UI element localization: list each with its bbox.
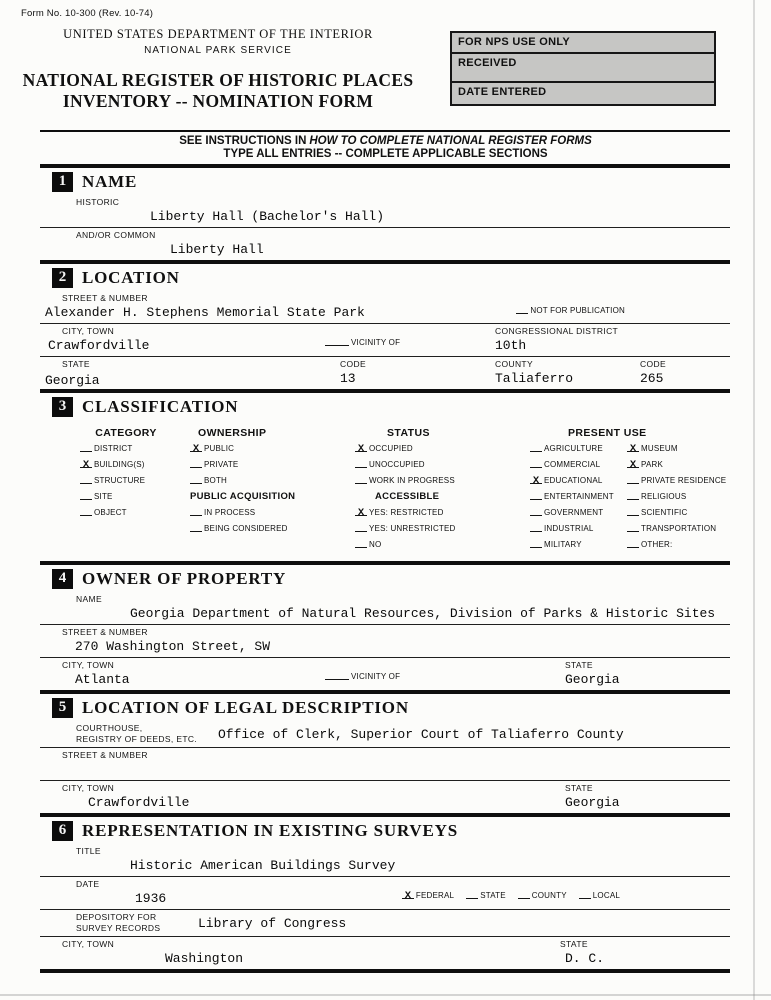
survey-date-field (40, 877, 730, 909)
depository-label-line2: SURVEY RECORDS (76, 923, 161, 933)
survey-city-label: CITY, TOWN (62, 939, 115, 949)
checkbox-public: X PUBLIC (190, 441, 355, 457)
survey-city-field (40, 937, 730, 969)
check-line (518, 888, 530, 899)
state-code-value: 13 (340, 371, 356, 386)
courthouse-label-line2: REGISTRY OF DEEDS, ETC. (76, 734, 198, 744)
instructions-line1: SEE INSTRUCTIONS IN HOW TO COMPLETE NATIONAL REGISTER FORMS (179, 135, 592, 147)
survey-state-label: STATE (560, 939, 588, 949)
checkbox-no: NO (355, 537, 530, 553)
present-use-header: PRESENT USE (568, 427, 647, 439)
check-line (466, 888, 478, 899)
checkbox-entertainment: ENTERTAINMENT (530, 489, 627, 505)
street-field (40, 291, 730, 323)
checkbox-government: GOVERNMENT (530, 505, 627, 521)
congressional-district-label: CONGRESSIONAL DISTRICT (495, 326, 619, 336)
check-line (530, 489, 542, 500)
section-2-title: LOCATION (82, 267, 180, 287)
scan-artifact-right (753, 0, 755, 1000)
check-line (627, 521, 639, 532)
checkbox-scientific: SCIENTIFIC (627, 505, 730, 521)
survey-city-value: Washington (165, 951, 244, 966)
checkbox-private: PRIVATE (190, 457, 355, 473)
ownership-header: OWNERSHIP (198, 427, 267, 439)
owner-name-field (40, 592, 730, 624)
city-value: Crawfordville (48, 338, 150, 353)
section-1-title: NAME (82, 171, 138, 191)
check-line (627, 489, 639, 500)
nps-box-header: FOR NPS USE ONLY (452, 33, 714, 54)
check-line (530, 441, 542, 452)
owner-name-value: Georgia Department of Natural Resources, Division of Parks & Historic Sites (130, 606, 716, 621)
check-line (627, 473, 639, 484)
section-4-number: 4 (52, 569, 73, 589)
park-service-title: NATIONAL PARK SERVICE (144, 45, 292, 56)
bottom-bar (40, 969, 730, 973)
legal-street-value (40, 761, 730, 778)
checkbox-federal: X FEDERAL (402, 888, 454, 904)
legal-street-field (40, 748, 730, 780)
check-line: X (355, 441, 367, 452)
check-line (190, 521, 202, 532)
historic-label: HISTORIC (76, 197, 120, 207)
depository-field (40, 910, 730, 936)
check-line (530, 457, 542, 468)
checkbox-museum: X MUSEUM (627, 441, 730, 457)
city-label: CITY, TOWN (62, 326, 115, 336)
instructions (0, 132, 771, 164)
received-label: RECEIVED (452, 54, 714, 83)
legal-street-label: STREET & NUMBER (62, 750, 148, 760)
legal-city-field (40, 781, 730, 813)
check-line (627, 505, 639, 516)
check-line: X (80, 457, 92, 468)
section-2-number: 2 (52, 268, 73, 288)
check-line (80, 489, 92, 500)
section-6-number: 6 (52, 821, 73, 841)
form-title-line2: INVENTORY -- NOMINATION FORM (62, 91, 374, 111)
common-name-field (40, 228, 730, 260)
county-label: COUNTY (495, 359, 533, 369)
checkbox-state: STATE (466, 888, 506, 904)
checkbox-district: DISTRICT (80, 441, 190, 457)
state-code-label: CODE (340, 359, 366, 369)
public-acquisition-header: PUBLIC ACQUISITION (190, 491, 296, 502)
owner-city-value: Atlanta (75, 672, 130, 687)
courthouse-value: Office of Clerk, Superior Court of Taliaferro County (218, 726, 624, 742)
common-name-label: AND/OR COMMON (76, 230, 156, 240)
checkbox-local: LOCAL (579, 888, 620, 904)
checkbox-structure: STRUCTURE (80, 473, 190, 489)
survey-title-label: TITLE (76, 846, 101, 856)
check-line (355, 537, 367, 548)
owner-street-value: 270 Washington Street, SW (75, 639, 271, 654)
present-use-col1 (530, 441, 627, 553)
checkbox-commercial: COMMERCIAL (530, 457, 627, 473)
section-5-title: LOCATION OF LEGAL DESCRIPTION (82, 697, 409, 717)
check-line (530, 537, 542, 548)
section-6-title: REPRESENTATION IN EXISTING SURVEYS (82, 820, 458, 840)
checkbox-site: SITE (80, 489, 190, 505)
checkbox-in-process: IN PROCESS (190, 505, 355, 521)
check-line (530, 505, 542, 516)
courthouse-label-line1: COURTHOUSE, (76, 723, 143, 733)
instructions-line2: TYPE ALL ENTRIES -- COMPLETE APPLICABLE SECTIONS (223, 148, 548, 160)
department-title: UNITED STATES DEPARTMENT OF THE INTERIOR (63, 27, 373, 41)
checkbox-educational: X EDUCATIONAL (530, 473, 627, 489)
checkbox-occupied: X OCCUPIED (355, 441, 530, 457)
scan-artifact-bottom (0, 994, 771, 996)
check-line (325, 335, 349, 346)
owner-state-label: STATE (565, 660, 593, 670)
state-county-row (40, 357, 730, 389)
checkbox-religious: RELIGIOUS (627, 489, 730, 505)
category-column (80, 425, 190, 553)
section-3-header (40, 393, 730, 420)
check-line: X (627, 457, 639, 468)
legal-state-value: Georgia (565, 795, 620, 810)
present-use-column (530, 425, 730, 553)
checkbox-industrial: INDUSTRIAL (530, 521, 627, 537)
survey-title-field (40, 844, 730, 876)
check-line (80, 473, 92, 484)
owner-vicinity-check: VICINITY OF (325, 669, 400, 688)
checkbox-military: MILITARY (530, 537, 627, 553)
state-value: Georgia (45, 373, 100, 388)
check-line (530, 521, 542, 532)
check-line: X (530, 473, 542, 484)
agency-heading (0, 21, 436, 112)
form-number: Form No. 10-300 (Rev. 10-74) (21, 8, 154, 19)
checkbox-transportation: TRANSPORTATION (627, 521, 730, 537)
legal-city-label: CITY, TOWN (62, 783, 115, 793)
section-3-number: 3 (52, 397, 73, 417)
check-line (627, 537, 639, 548)
county-code-value: 265 (640, 371, 664, 386)
survey-date-label: DATE (76, 879, 100, 889)
city-field (40, 324, 730, 356)
courthouse-field (40, 721, 730, 747)
congressional-district-value: 10th (495, 338, 527, 353)
survey-date-value: 1936 (135, 891, 167, 906)
check-line (516, 303, 528, 314)
ownership-column (190, 425, 355, 553)
nps-use-only-box (450, 31, 716, 106)
owner-city-label: CITY, TOWN (62, 660, 115, 670)
street-label: STREET & NUMBER (62, 293, 148, 303)
survey-title-value: Historic American Buildings Survey (130, 858, 396, 873)
check-line: X (355, 505, 367, 516)
section-4-header (40, 565, 730, 592)
checkbox-being-considered: BEING CONSIDERED (190, 521, 355, 537)
county-code-label: CODE (640, 359, 666, 369)
depository-label-line1: DEPOSITORY FOR (76, 912, 157, 922)
depository-value: Library of Congress (198, 915, 347, 931)
checkbox-agriculture: AGRICULTURE (530, 441, 627, 457)
present-use-col2 (627, 441, 730, 553)
street-value: Alexander H. Stephens Memorial State Park (45, 305, 365, 320)
survey-level-checks (402, 888, 730, 907)
check-line (355, 457, 367, 468)
section-6-header (40, 817, 730, 844)
section-5-number: 5 (52, 698, 73, 718)
check-line (579, 888, 591, 899)
check-line (325, 669, 349, 680)
checkbox-county: COUNTY (518, 888, 567, 904)
not-for-publication-check: NOT FOR PUBLICATION (516, 303, 730, 321)
checkbox-buildings: X BUILDING(S) (80, 457, 190, 473)
instructions-manual-title: HOW TO COMPLETE NATIONAL REGISTER FORMS (309, 135, 592, 147)
check-line (190, 473, 202, 484)
check-line (80, 505, 92, 516)
section-4-title: OWNER OF PROPERTY (82, 568, 287, 588)
owner-street-label: STREET & NUMBER (62, 627, 148, 637)
checkbox-yes-restricted: X YES: RESTRICTED (355, 505, 530, 521)
page-header (0, 21, 771, 112)
checkbox-private-residence: PRIVATE RESIDENCE (627, 473, 730, 489)
historic-value: Liberty Hall (Bachelor's Hall) (150, 209, 385, 224)
section-3-title: CLASSIFICATION (82, 396, 239, 416)
survey-state-value: D. C. (565, 951, 605, 966)
check-line (355, 473, 367, 484)
common-name-value: Liberty Hall (170, 242, 264, 257)
section-2-header (40, 264, 730, 291)
owner-street-field (40, 625, 730, 657)
checkbox-work-in-progress: WORK IN PROGRESS (355, 473, 530, 489)
form-title-line1: NATIONAL REGISTER OF HISTORIC PLACES (22, 70, 414, 90)
historic-name-field (40, 195, 730, 227)
checkbox-unoccupied: UNOCCUPIED (355, 457, 530, 473)
check-line: X (627, 441, 639, 452)
check-line: X (190, 441, 202, 452)
owner-state-value: Georgia (565, 672, 620, 687)
status-column (355, 425, 530, 553)
section-5-header (40, 694, 730, 721)
check-line (190, 505, 202, 516)
check-line (190, 457, 202, 468)
state-label: STATE (62, 359, 90, 369)
owner-city-field (40, 658, 730, 690)
checkbox-other: OTHER: (627, 537, 730, 553)
county-value: Taliaferro (495, 371, 574, 386)
checkbox-both: BOTH (190, 473, 355, 489)
checkbox-yes-unrestricted: YES: UNRESTRICTED (355, 521, 530, 537)
vicinity-of-check: VICINITY OF (325, 335, 400, 354)
checkbox-object: OBJECT (80, 505, 190, 521)
check-line (355, 521, 367, 532)
category-header: CATEGORY (95, 427, 157, 439)
checkbox-park: X PARK (627, 457, 730, 473)
owner-name-label: NAME (76, 594, 102, 604)
check-line (80, 441, 92, 452)
date-entered-label: DATE ENTERED (458, 86, 547, 98)
legal-state-label: STATE (565, 783, 593, 793)
accessible-header: ACCESSIBLE (375, 491, 440, 502)
check-line: X (402, 888, 414, 899)
section-1-header (40, 168, 730, 195)
status-header: STATUS (387, 427, 430, 439)
section-1-number: 1 (52, 172, 73, 192)
legal-city-value: Crawfordville (88, 795, 190, 810)
classification-grid (40, 420, 730, 561)
